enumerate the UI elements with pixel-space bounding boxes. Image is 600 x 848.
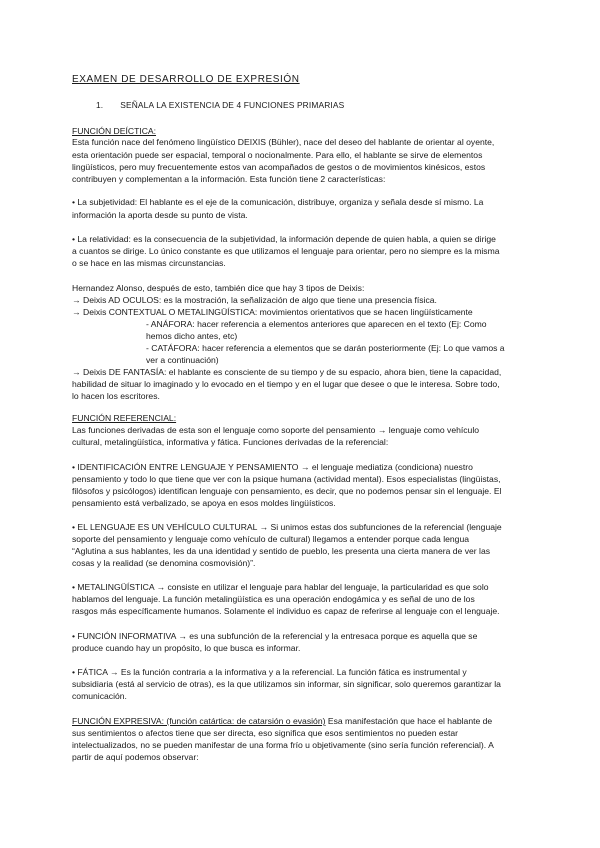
paragraph-line: Esta función nace del fenómeno lingüístico DEIXIS (Bühler), nace del deseo del hablante de orientar al oyente, [72, 137, 495, 147]
paragraph-line: rasgos más específicamente humanos. Solamente el individuo es capaz de referirse al lenguaje con el lenguaje. [72, 606, 500, 616]
page-title: EXAMEN DE DESARROLLO DE EXPRESIÓN [72, 74, 300, 85]
paragraph-line: a cuantos se dirige. Lo único constante es que utilizamos el lenguaje para orientar, pero no siempre es la misma [72, 246, 500, 256]
section-title-referencial: FUNCIÓN REFERENCIAL: [72, 413, 177, 423]
list-item: → Deixis AD OCULOS: es la mostración, la señalización de algo que tiene una presencia física. [72, 295, 437, 305]
paragraph-line: Hernandez Alonso, después de esto, también dice que hay 3 tipos de Deixis: [72, 283, 365, 293]
sub-list-item: - ANÁFORA: hacer referencia a elementos anteriores que aparecen en el texto (Ej: Como [146, 319, 487, 329]
section-title-deictica: FUNCIÓN DEÍCTICA: [72, 126, 157, 136]
paragraph-line [72, 716, 492, 727]
section-title-expresiva: FUNCIÓN EXPRESIVA: (función catártica: de catarsión o evasión) [72, 716, 326, 726]
paragraph-line: • La relatividad: es la consecuencia de la subjetividad, la información depende de quien habla, a quien se dirige [72, 234, 496, 244]
paragraph-line: • La subjetividad: El hablante es el eje de la comunicación, distribuye, organiza y señala desde sí mismo. La [72, 197, 484, 207]
sub-list-item: hemos dicho antes, etc) [146, 331, 238, 341]
paragraph-line: partir de aquí podemos observar: [72, 752, 199, 762]
list-item: lo hacen los escritores. [72, 391, 160, 401]
paragraph-line: comunicación. [72, 691, 127, 701]
paragraph-line: o se hace en las mismas circunstancias. [72, 258, 226, 268]
paragraph-line: • METALINGÜÍSTICA → consiste en utilizar el lenguaje para hablar del lenguaje, la particularidad es que solo [72, 582, 489, 592]
paragraph-line: cosas y la realidad (se denomina cosmovisión)”. [72, 558, 256, 568]
question-text: SEÑALA LA EXISTENCIA DE 4 FUNCIONES PRIMARIAS [120, 100, 345, 110]
paragraph-line: produce cuando hay un propósito, lo que busca es informar. [72, 643, 301, 653]
paragraph-line: • FUNCIÓN INFORMATIVA → es una subfunción de la referencial y la entresaca porque es aquella que se [72, 631, 478, 641]
paragraph-line: esta orientación puede ser espacial, temporal o nocionalmente. Para ello, el hablante se sirve de elementos [72, 150, 483, 160]
paragraph-line: subsidiaria (está al servicio de otras), es la que utilizamos sin informar, sin significar, solo queremos garantizar la [72, 679, 501, 689]
paragraph-line: sus sentimientos o afectos tiene que ser directa, eso significa que esos sentimientos no pueden estar [72, 728, 458, 738]
paragraph-line: contribuyen y complementan a la información. Esta función tiene 2 características: [72, 174, 386, 184]
paragraph-text: Esa manifestación que hace el hablante de [325, 716, 493, 726]
question-number: 1. [96, 100, 104, 110]
paragraph-line: filósofos y psicólogos) identifican lenguaje con pensamiento, es decir, que no podemos pensar sin el lenguaje. El [72, 486, 502, 496]
paragraph-line: Las funciones derivadas de esta son el lenguaje como soporte del pensamiento → lenguaje como vehículo [72, 425, 480, 435]
paragraph-line: • FÁTICA → Es la función contraria a la informativa y a la referencial. La función fática es instrumental y [72, 667, 467, 677]
sub-list-item: ver a continuación) [146, 355, 219, 365]
list-item: → Deixis CONTEXTUAL O METALINGÜÍSTICA: movimientos orientativos que se hacen lingüísticamente [72, 307, 473, 317]
paragraph-line: soporte del pensamiento y lenguaje como vehículo de cultural) llegamos a entender porque cada lengua [72, 534, 470, 544]
list-item: → Deixis DE FANTASÍA: el hablante es consciente de su tiempo y de su espacio, ahora bien, tiene la capacidad, [72, 367, 502, 377]
paragraph-line: intelectualizados, no se pueden manifestar de una forma frío u objetivamente (sino sería función referencial). A [72, 740, 494, 750]
sub-list-item: - CATÁFORA: hacer referencia a elementos que se darán posteriormente (Ej: Lo que vamos a [146, 343, 505, 353]
paragraph-line: información la aporta desde su punto de vista. [72, 210, 248, 220]
list-item: habilidad de situar lo imaginado y lo evocado en el tiempo y en el lugar que desee o que le interesa. Sobre todo, [72, 379, 500, 389]
paragraph-line: lingüísticos, pero muy frecuentemente estos van acompañados de gestos o de movimientos kinésicos, estos [72, 162, 486, 172]
paragraph-line: “Aglutina a sus hablantes, les da una identidad y sentido de pueblo, les presenta una cierta manera de ver las [72, 546, 491, 556]
paragraph-line: pensamiento y todo lo que tiene que ver con la psique humana (actividad mental). Esos especialistas (lingüistas, [72, 474, 501, 484]
paragraph-line: • IDENTIFICACIÓN ENTRE LENGUAJE Y PENSAMIENTO → el lenguaje mediatiza (condiciona) nuestro [72, 462, 473, 472]
paragraph-line: pensamiento está verbalizado, se apoya en esos moldes lingüísticos. [72, 498, 336, 508]
paragraph-line: cultural, metalingüística, informativa y fática. Funciones derivadas de la referencial: [72, 437, 389, 447]
paragraph-line: hablamos del lenguaje. La función metalingüística es una operación endogámica y es señal de uno de los [72, 594, 475, 604]
paragraph-line: • EL LENGUAJE ES UN VEHÍCULO CULTURAL → Si unimos estas dos subfunciones de la referencial (lenguaje [72, 522, 502, 532]
question-heading [96, 100, 344, 111]
